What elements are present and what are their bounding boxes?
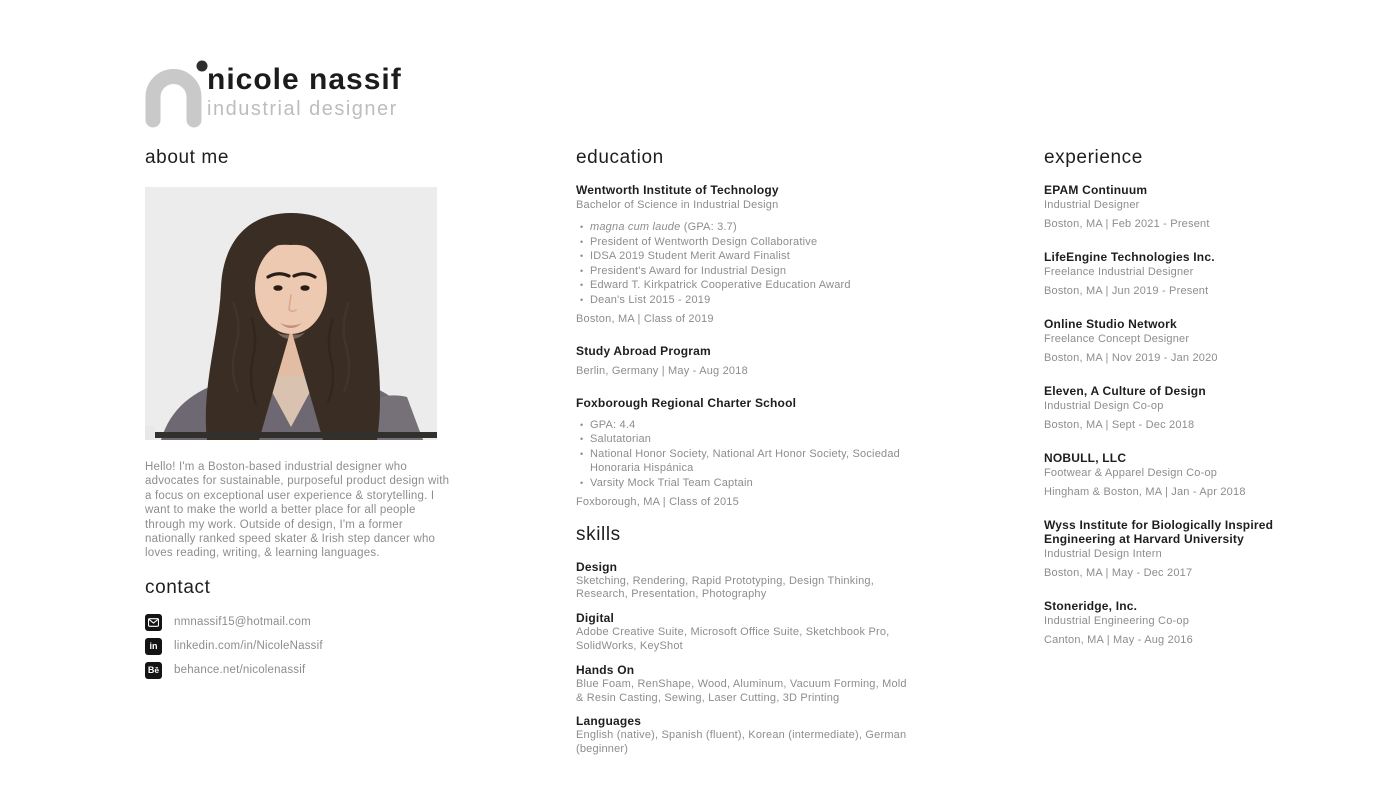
skill-groups	[576, 560, 916, 757]
linkedin-icon: in	[145, 638, 162, 655]
job-role: Freelance Industrial Designer	[1044, 266, 1194, 278]
middle-column	[576, 147, 916, 766]
company-name: NOBULL, LLC	[1044, 451, 1127, 465]
portrait-photo	[145, 187, 437, 440]
company-name: LifeEngine Technologies Inc.	[1044, 250, 1215, 264]
behance-link[interactable]: behance.net/nicolenassif	[174, 664, 306, 677]
skill-group-hands-on	[576, 663, 916, 706]
education-bullet: • magna cum laude (GPA: 3.7)	[580, 220, 916, 235]
n-logo-icon	[145, 56, 215, 132]
experience-heading: experience	[1044, 147, 1143, 168]
job-meta: Boston, MA | Feb 2021 - Present	[1044, 218, 1210, 230]
linkedin-link[interactable]: linkedin.com/in/NicoleNassif	[174, 640, 323, 653]
job-meta: Boston, MA | Nov 2019 - Jan 2020	[1044, 352, 1218, 364]
school-name: Wentworth Institute of Technology	[576, 183, 779, 197]
contact-row-linkedin	[145, 638, 450, 655]
education-meta: Berlin, Germany | May - Aug 2018	[576, 364, 748, 377]
job-role: Industrial Engineering Co-op	[1044, 615, 1190, 627]
education-entry-study-abroad	[576, 344, 916, 378]
education-entries	[576, 183, 916, 509]
brand-subtitle: industrial designer	[207, 98, 398, 120]
job-meta: Boston, MA | May - Dec 2017	[1044, 567, 1193, 579]
education-bullet: • Salutatorian	[580, 432, 916, 447]
education-bullet: • National Honor Society, National Art Honor Society, Sociedad Honoraria Hispánica	[580, 447, 916, 476]
experience-entry	[1044, 250, 1374, 298]
brand-header	[145, 52, 605, 132]
job-role: Industrial Design Intern	[1044, 548, 1162, 560]
skill-group-title: Design	[576, 559, 618, 574]
job-role: Industrial Designer	[1044, 199, 1140, 211]
job-meta: Boston, MA | Sept - Dec 2018	[1044, 419, 1195, 431]
skill-group-title: Hands On	[576, 662, 635, 677]
company-name: EPAM Continuum	[1044, 183, 1148, 197]
skill-group-items: English (native), Spanish (fluent), Korean (intermediate), German (beginner)	[576, 729, 907, 756]
right-column	[1044, 147, 1374, 666]
education-bullet: • Edward T. Kirkpatrick Cooperative Education Award	[580, 278, 916, 293]
job-meta: Hingham & Boston, MA | Jan - Apr 2018	[1044, 486, 1246, 498]
left-column	[145, 147, 450, 686]
experience-entry	[1044, 384, 1374, 432]
job-role: Industrial Design Co-op	[1044, 400, 1164, 412]
education-bullet-list	[580, 418, 916, 491]
skill-group-items: Adobe Creative Suite, Microsoft Office Suite, Sketchbook Pro, SolidWorks, KeyShot	[576, 626, 890, 652]
company-name: Eleven, A Culture of Design	[1044, 384, 1206, 398]
job-role: Freelance Concept Designer	[1044, 333, 1190, 345]
experience-entry	[1044, 183, 1374, 231]
experience-entries	[1044, 183, 1374, 647]
experience-entry	[1044, 518, 1374, 580]
skill-group-digital	[576, 611, 916, 654]
education-bullet: • IDSA 2019 Student Merit Award Finalist	[580, 249, 916, 264]
company-name: Online Studio Network	[1044, 317, 1177, 331]
skill-group-title: Languages	[576, 714, 642, 729]
email-link[interactable]: nmnassif15@hotmail.com	[174, 616, 311, 629]
company-name: Wyss Institute for Biologically Inspired Engineering at Harvard University	[1044, 518, 1274, 546]
job-meta: Boston, MA | Jun 2019 - Present	[1044, 285, 1209, 297]
portrait-illustration	[145, 187, 437, 440]
contact-row-behance	[145, 662, 450, 679]
brand-name: nicole nassif	[207, 63, 402, 96]
education-bullet: • President's Award for Industrial Design	[580, 264, 916, 279]
education-meta: Foxborough, MA | Class of 2015	[576, 495, 739, 508]
contact-list	[145, 614, 450, 679]
school-name: Study Abroad Program	[576, 343, 711, 358]
education-bullet: • GPA: 4.4	[580, 418, 916, 433]
education-bullet-list	[580, 220, 916, 308]
contact-row-email	[145, 614, 450, 631]
school-name: Foxborough Regional Charter School	[576, 395, 797, 410]
experience-entry	[1044, 317, 1374, 365]
job-role: Footwear & Apparel Design Co-op	[1044, 467, 1218, 479]
skill-group-items: Sketching, Rendering, Rapid Prototyping, Design Thinking, Research, Presentation, Photography	[576, 574, 874, 601]
experience-entry	[1044, 599, 1374, 647]
skill-group-title: Digital	[576, 611, 615, 626]
bio-text: Hello! I'm a Boston-based industrial designer who advocates for sustainable, purposeful product design with a focus on exceptional user experience & storytelling. I want to make the world a better place for all people through my work. Outside of design, I'm a former nationally ranked speed skater & Irish step dancer who loves reading, writing, & learning languages.	[145, 461, 450, 560]
skill-group-languages	[576, 714, 916, 757]
company-name: Stoneridge, Inc.	[1044, 599, 1138, 613]
behance-icon: B ē	[145, 662, 162, 679]
experience-entry	[1044, 451, 1374, 499]
email-icon	[145, 614, 162, 631]
skill-group-items: Blue Foam, RenShape, Wood, Aluminum, Vacuum Forming, Mold & Resin Casting, Sewing, Laser Cutting, 3D Printing	[576, 677, 907, 704]
education-entry-wentworth	[576, 183, 916, 326]
skills-heading: skills	[576, 523, 621, 545]
education-heading: education	[576, 147, 664, 168]
degree: Bachelor of Science in Industrial Design	[576, 199, 779, 211]
education-bullet: • Varsity Mock Trial Team Captain	[580, 476, 916, 491]
education-bullet: • President of Wentworth Design Collaborative	[580, 235, 916, 250]
education-bullet: • Dean's List 2015 - 2019	[580, 293, 916, 308]
about-heading: about me	[145, 147, 230, 168]
education-entry-foxborough	[576, 396, 916, 509]
education-meta: Boston, MA | Class of 2019	[576, 312, 714, 325]
skill-group-design	[576, 560, 916, 603]
contact-heading: contact	[145, 576, 211, 598]
brand-text	[207, 64, 402, 120]
job-meta: Canton, MA | May - Aug 2016	[1044, 634, 1193, 646]
